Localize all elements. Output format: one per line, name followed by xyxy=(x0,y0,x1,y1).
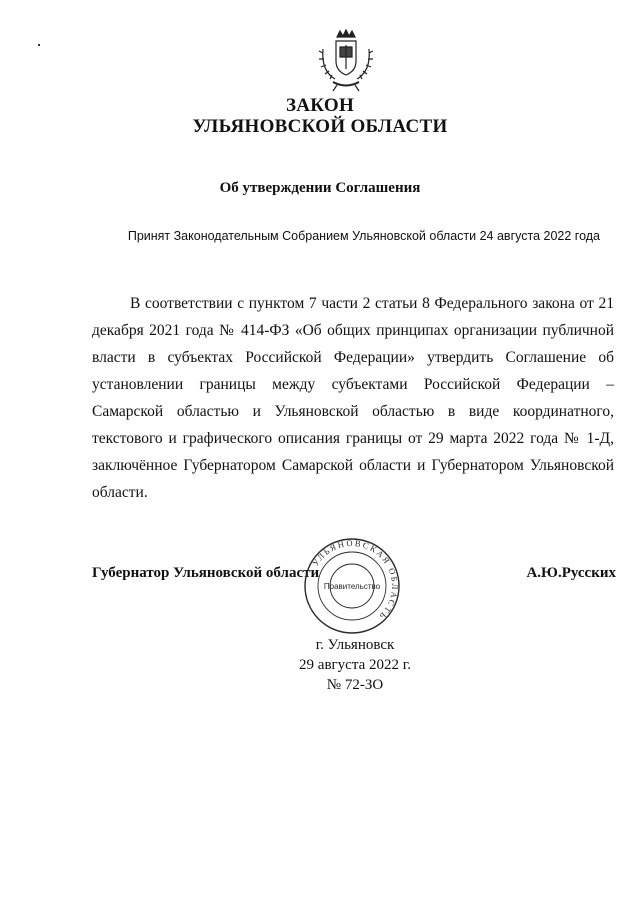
signatory-name: А.Ю.Русских xyxy=(526,565,616,581)
footer-date: 29 августа 2022 г. xyxy=(299,657,411,673)
document-footer xyxy=(0,635,640,695)
svg-text:УЛЬЯНОВСКАЯ ОБЛАСТЬ xyxy=(310,538,400,623)
title-line-region: УЛЬЯНОВСКОЙ ОБЛАСТИ xyxy=(192,116,448,137)
adoption-note: Принят Законодательным Собранием Ульяновской области 24 августа 2022 года xyxy=(127,229,600,243)
law-subject: Об утверждении Соглашения xyxy=(219,180,421,196)
law-body-text: В соответствии с пунктом 7 части 2 статьи 8 Федерального закона от 21 декабря 2021 года № 414-ФЗ «Об общих принципах организации публичной власти в субъектах Российской Федерации» утвердить Соглашение об установлении границы между субъектами Российской Федерации – Самарской областью и Ульяновской областью в виде координатного, текстового и графического описания границы от 29 марта 2022 года № 1-Д, заключённое Губернатором Самарской области и Губернатором Ульяновской области. xyxy=(92,295,614,501)
footer-city: г. Ульяновск xyxy=(315,637,395,653)
signatory-position: Губернатор Ульяновской области xyxy=(92,565,320,581)
seal-outer-text: УЛЬЯНОВСКАЯ ОБЛАСТЬ xyxy=(310,537,401,623)
scan-speck xyxy=(38,44,40,46)
coat-of-arms-icon xyxy=(313,27,379,93)
seal-inner-text: Правительство xyxy=(323,582,381,591)
document-title xyxy=(0,95,640,137)
title-line-law: ЗАКОН xyxy=(285,95,355,116)
footer-number: № 72-ЗО xyxy=(326,677,384,693)
official-seal-icon xyxy=(302,536,402,636)
